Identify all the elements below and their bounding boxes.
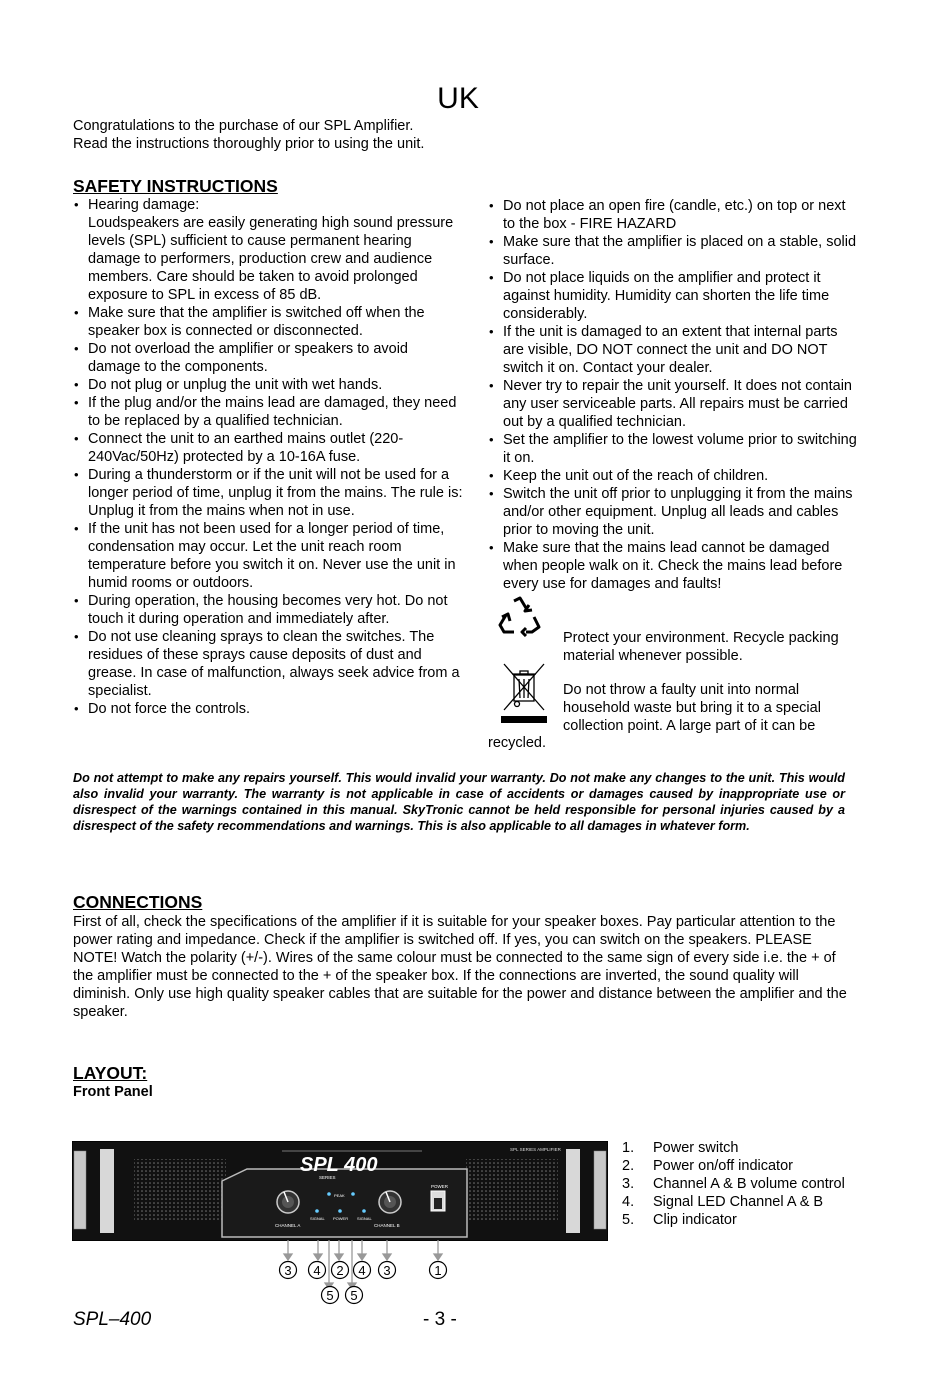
- safety-right-column: [488, 197, 858, 593]
- model-logo: SPL 400: [300, 1154, 378, 1176]
- legend-num: 3.: [622, 1176, 635, 1192]
- peak-label: PEAK: [334, 1193, 345, 1198]
- list-item: • If the unit is damaged to an extent that internal parts are visible, DO NOT connect the unit and DO NOT switch it on. Contact your dealer.: [488, 323, 858, 377]
- right-rack-handle: [594, 1151, 606, 1229]
- left-rack-handle: [74, 1151, 86, 1229]
- model-sub: SERIES: [319, 1175, 336, 1180]
- clip-led-a: [327, 1192, 331, 1196]
- list-item: • Do not overload the amplifier or speakers to avoid damage to the components.: [73, 340, 463, 376]
- legend-text: Channel A & B volume control: [653, 1176, 845, 1192]
- intro: [73, 117, 424, 153]
- right-handle-bar: [566, 1149, 580, 1233]
- list-item: • Do not use cleaning sprays to clean the switches. The residues of these sprays cause deposits of dust and grease. In case of malfunction, always seek advice from a specialist.: [73, 628, 463, 700]
- power-switch-label: POWER: [431, 1184, 449, 1189]
- volume-knob-b: [379, 1191, 401, 1213]
- list-item: • Keep the unit out of the reach of children.: [488, 467, 858, 485]
- list-item: • If the unit has not been used for a longer period of time, condensation may occur. Let the unit reach room temperature before you switch it on. Never use the unit in humid rooms or outdoors.: [73, 520, 463, 592]
- legend-item: [622, 1157, 862, 1175]
- legend-item: [622, 1211, 862, 1229]
- waste-text: Do not throw a faulty unit into normal household waste but bring it to a special collection point. A large part of it can be: [563, 682, 821, 734]
- list-item: • Make sure that the mains lead cannot be damaged when people walk on it. Check the mains lead before every use for damages and faults!: [488, 539, 858, 593]
- left-handle-bar: [100, 1149, 114, 1233]
- list-item: • Make sure that the amplifier is switched off when the speaker box is connected or disconnected.: [73, 304, 463, 340]
- connections-title: CONNECTIONS: [73, 892, 203, 912]
- signal-led-a: [315, 1209, 319, 1213]
- list-item: • Do not place an open fire (candle, etc.) on top or next to the box - FIRE HAZARD: [488, 197, 858, 233]
- list-item: • Do not force the controls.: [73, 700, 463, 718]
- power-led-label: POWER: [333, 1216, 349, 1221]
- legend-num: 1.: [622, 1140, 635, 1156]
- list-item: • Do not plug or unplug the unit with wet hands.: [73, 376, 463, 394]
- language-heading: UK: [437, 82, 479, 115]
- intro-line-1: Congratulations to the purchase of our SPL Amplifier.: [73, 118, 414, 134]
- front-panel-diagram: [72, 1141, 608, 1241]
- callout-1: 1: [434, 1263, 442, 1278]
- callout-3b: 3: [383, 1263, 391, 1278]
- callout-diagram: [270, 1240, 460, 1306]
- legend-text: Clip indicator: [653, 1212, 737, 1228]
- legend-num: 2.: [622, 1158, 635, 1174]
- warranty-warning: Do not attempt to make any repairs yourself. This would invalid your warranty. Do not make any changes to the unit. This would also invalid your warranty. The warranty is not applicable in case of accidents or damages caused by inappropriate use or disrespect of the warnings contained in this manual. SkyTronic cannot be held responsible for personal injuries caused by a disrespect of the safety recommendations and warnings. This is also applicable to all damages in whatever form.: [73, 771, 845, 833]
- callout-4b: 4: [358, 1263, 366, 1278]
- callout-5a: 5: [326, 1288, 334, 1303]
- legend-num: 4.: [622, 1194, 635, 1210]
- list-item: • Connect the unit to an earthed mains outlet (220-240Vac/50Hz) protected by a 10-16A fuse.: [73, 430, 463, 466]
- series-label: SPL SERIES AMPLIFIER: [510, 1147, 561, 1152]
- control-plate: [222, 1169, 467, 1237]
- callout-5b: 5: [350, 1288, 358, 1303]
- signal-a-label: SIGNAL: [310, 1216, 325, 1221]
- legend-num: 5.: [622, 1212, 635, 1228]
- power-led: [338, 1209, 342, 1213]
- safety-left-column: [73, 196, 463, 718]
- hearing-detail: Loudspeakers are easily generating high sound pressure levels (SPL) sufficient to cause permanent hearing damage to performers, production crew and audience members. Care should be taken to avoid prolonged exposure to SPL in excess of 85 dB.: [88, 215, 454, 303]
- recycle-text: Protect your environment. Recycle packing material whenever possible.: [563, 630, 839, 664]
- callout-2: 2: [336, 1263, 344, 1278]
- signal-led-b: [362, 1209, 366, 1213]
- front-panel-subtitle: Front Panel: [73, 1084, 153, 1100]
- channel-a-label: CHANNEL A: [275, 1223, 301, 1228]
- list-item: • Never try to repair the unit yourself. It does not contain any user serviceable parts. All repairs must be carried out by a qualified technician.: [488, 377, 858, 431]
- legend-text: Signal LED Channel A & B: [653, 1194, 824, 1210]
- layout-title: LAYOUT:: [73, 1063, 148, 1083]
- legend-item: [622, 1139, 862, 1157]
- clip-led-b: [351, 1192, 355, 1196]
- footer-model: SPL–400: [73, 1309, 152, 1330]
- signal-b-label: SIGNAL: [357, 1216, 372, 1221]
- list-item: • Set the amplifier to the lowest volume prior to switching it on.: [488, 431, 858, 467]
- list-item: • Switch the unit off prior to unplugging it from the mains and/or other equipment. Unplug all leads and cables prior to moving the unit.: [488, 485, 858, 539]
- legend-item: [622, 1175, 862, 1193]
- list-item: • If the plug and/or the mains lead are damaged, they need to be replaced by a qualified technician.: [73, 394, 463, 430]
- list-item-text: Hearing damage:: [88, 197, 200, 213]
- legend-text: Power switch: [653, 1140, 739, 1156]
- legend-item: [622, 1193, 862, 1211]
- connections-text: First of all, check the specifications of the amplifier if it is suitable for your speaker boxes. Pay particular attention to the power rating and impedance. Check if the amplifier is switched off. If yes, you can switch on the speakers. PLEASE NOTE! Watch the polarity (+/-). Wires of the same colour must be connected to the same sign of every side i.e. the + of the amplifier must be connected to the + of the speaker box. If the connections are inverted, the sound quality will diminish. Only use high quality speaker cables that are suitable for the power and distance between the amplifier and the speaker.: [73, 914, 847, 1020]
- channel-b-label: CHANNEL B: [374, 1223, 400, 1228]
- footer-page-number: - 3 -: [423, 1309, 457, 1330]
- list-item: • Do not place liquids on the amplifier and protect it against humidity. Humidity can shorten the life time considerably.: [488, 269, 858, 323]
- legend-text: Power on/off indicator: [653, 1158, 793, 1174]
- left-grille: [134, 1159, 226, 1221]
- front-panel-legend: [622, 1139, 862, 1229]
- list-item: [73, 196, 463, 304]
- right-grille: [466, 1159, 558, 1221]
- crossed-bin-icon: [500, 661, 548, 725]
- intro-line-2: Read the instructions thoroughly prior to using the unit.: [73, 136, 425, 152]
- list-item: • During operation, the housing becomes very hot. Do not touch it during operation and immediately after.: [73, 592, 463, 628]
- safety-title: SAFETY INSTRUCTIONS: [73, 176, 278, 196]
- waste-text-tail: recycled.: [488, 735, 547, 751]
- list-item: • Make sure that the amplifier is placed on a stable, solid surface.: [488, 233, 858, 269]
- callout-4a: 4: [313, 1263, 321, 1278]
- recycle-icon: [497, 595, 543, 637]
- list-item: • During a thunderstorm or if the unit will not be used for a longer period of time, unplug it from the mains. The rule is: Unplug it from the mains when not in use.: [73, 466, 463, 520]
- callout-3a: 3: [284, 1263, 292, 1278]
- volume-knob-a: [277, 1191, 299, 1213]
